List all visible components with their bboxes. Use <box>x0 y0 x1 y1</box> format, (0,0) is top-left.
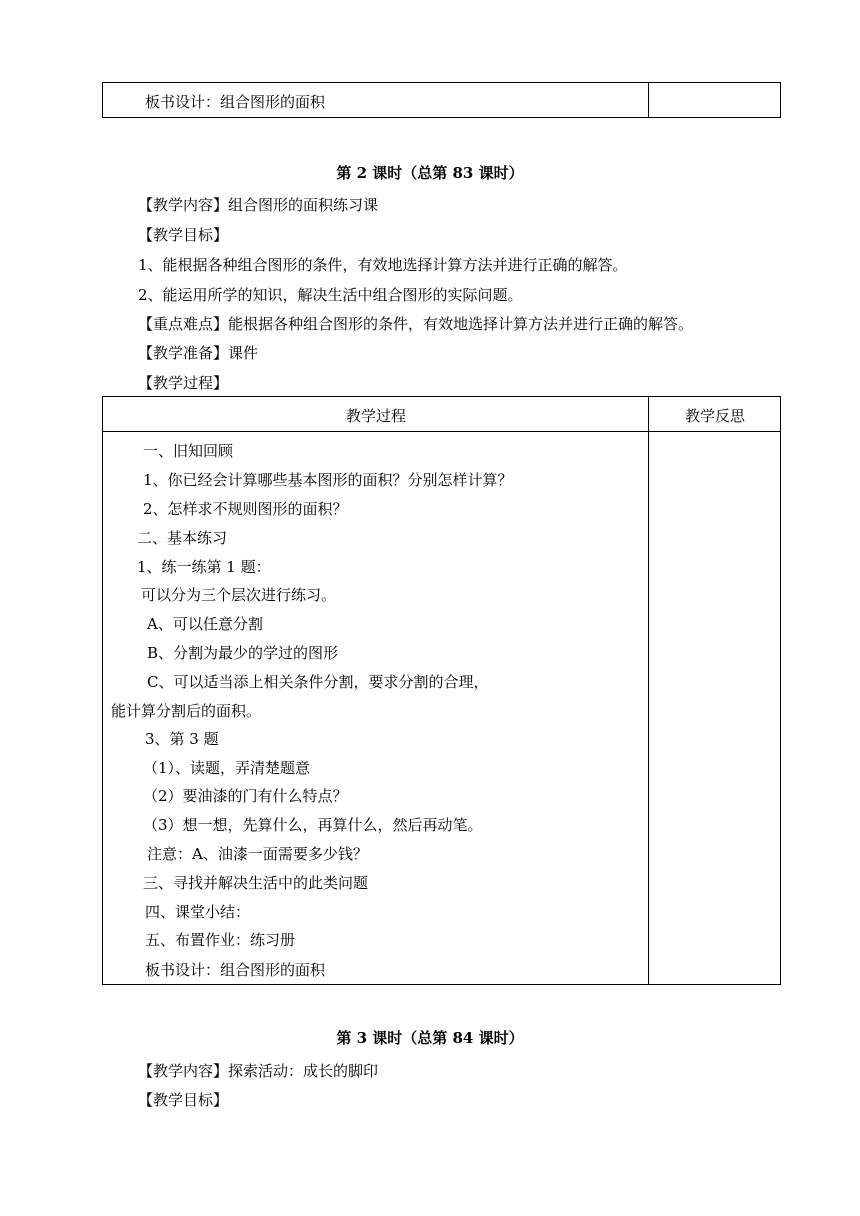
lesson3-content: 【教学内容】探索活动：成长的脚印 <box>138 1062 379 1080</box>
process-line: 五、布置作业：练习册 <box>145 931 296 949</box>
lesson2-prep: 【教学准备】课件 <box>138 344 259 362</box>
lesson2-goal-2: 2、能运用所学的知识，解决生活中组合图形的实际问题。 <box>138 286 523 304</box>
lesson3-heading: 第 3 课时（总第 84 课时） <box>336 1029 524 1047</box>
process-line: 3、第 3 题 <box>145 730 219 748</box>
process-line: 二、基本练习 <box>137 529 228 547</box>
process-body-cell <box>103 432 649 985</box>
reflection-column-header: 教学反思 <box>684 407 745 425</box>
lesson2-goals-label: 【教学目标】 <box>138 226 229 244</box>
process-line: 板书设计：组合图形的面积 <box>145 961 326 979</box>
process-column-header: 教学过程 <box>345 407 406 425</box>
process-line: 四、课堂小结： <box>145 903 251 921</box>
lesson2-key-points: 【重点难点】能根据各种组合图形的条件，有效地选择计算方法并进行正确的解答。 <box>138 315 694 333</box>
lesson3-goals-label: 【教学目标】 <box>138 1091 229 1109</box>
board-design-text: 板书设计：组合图形的面积 <box>145 93 326 111</box>
reflection-body-cell <box>649 432 781 985</box>
top-table-board-design-cell <box>103 83 649 118</box>
top-table-reflection-cell <box>649 83 781 118</box>
lesson2-process-label: 【教学过程】 <box>138 374 229 392</box>
process-line: 1、你已经会计算哪些基本图形的面积？分别怎样计算？ <box>143 471 513 489</box>
process-line: （1）、读题，弄清楚题意 <box>143 759 311 777</box>
process-line: 能计算分割后的面积。 <box>111 702 262 720</box>
process-line: 1、练一练第 1 题： <box>137 558 271 576</box>
process-header-cell <box>103 397 649 432</box>
process-line: 一、旧知回顾 <box>143 442 234 460</box>
process-line: B、分割为最少的学过的图形 <box>147 644 339 662</box>
top-lesson-table <box>102 82 781 118</box>
process-line: （3）想一想，先算什么，再算什么，然后再动笔。 <box>143 816 483 834</box>
process-line: （2）要油漆的门有什么特点？ <box>143 787 348 805</box>
lesson2-heading: 第 2 课时（总第 83 课时） <box>336 164 524 182</box>
lesson2-process-table <box>102 396 781 985</box>
process-line: 2、怎样求不规则图形的面积？ <box>143 500 348 518</box>
lesson2-goal-1: 1、能根据各种组合图形的条件，有效地选择计算方法并进行正确的解答。 <box>138 256 628 274</box>
process-line: 三、寻找并解决生活中的此类问题 <box>143 874 369 892</box>
lesson2-content: 【教学内容】组合图形的面积练习课 <box>138 196 379 214</box>
process-line: 注意：A、油漆一面需要多少钱？ <box>147 845 368 863</box>
process-line: 可以分为三个层次进行练习。 <box>141 586 337 604</box>
process-line: C、可以适当添上相关条件分割，要求分割的合理， <box>147 673 489 691</box>
process-line: A、可以任意分割 <box>147 615 263 633</box>
reflection-header-cell <box>649 397 781 432</box>
